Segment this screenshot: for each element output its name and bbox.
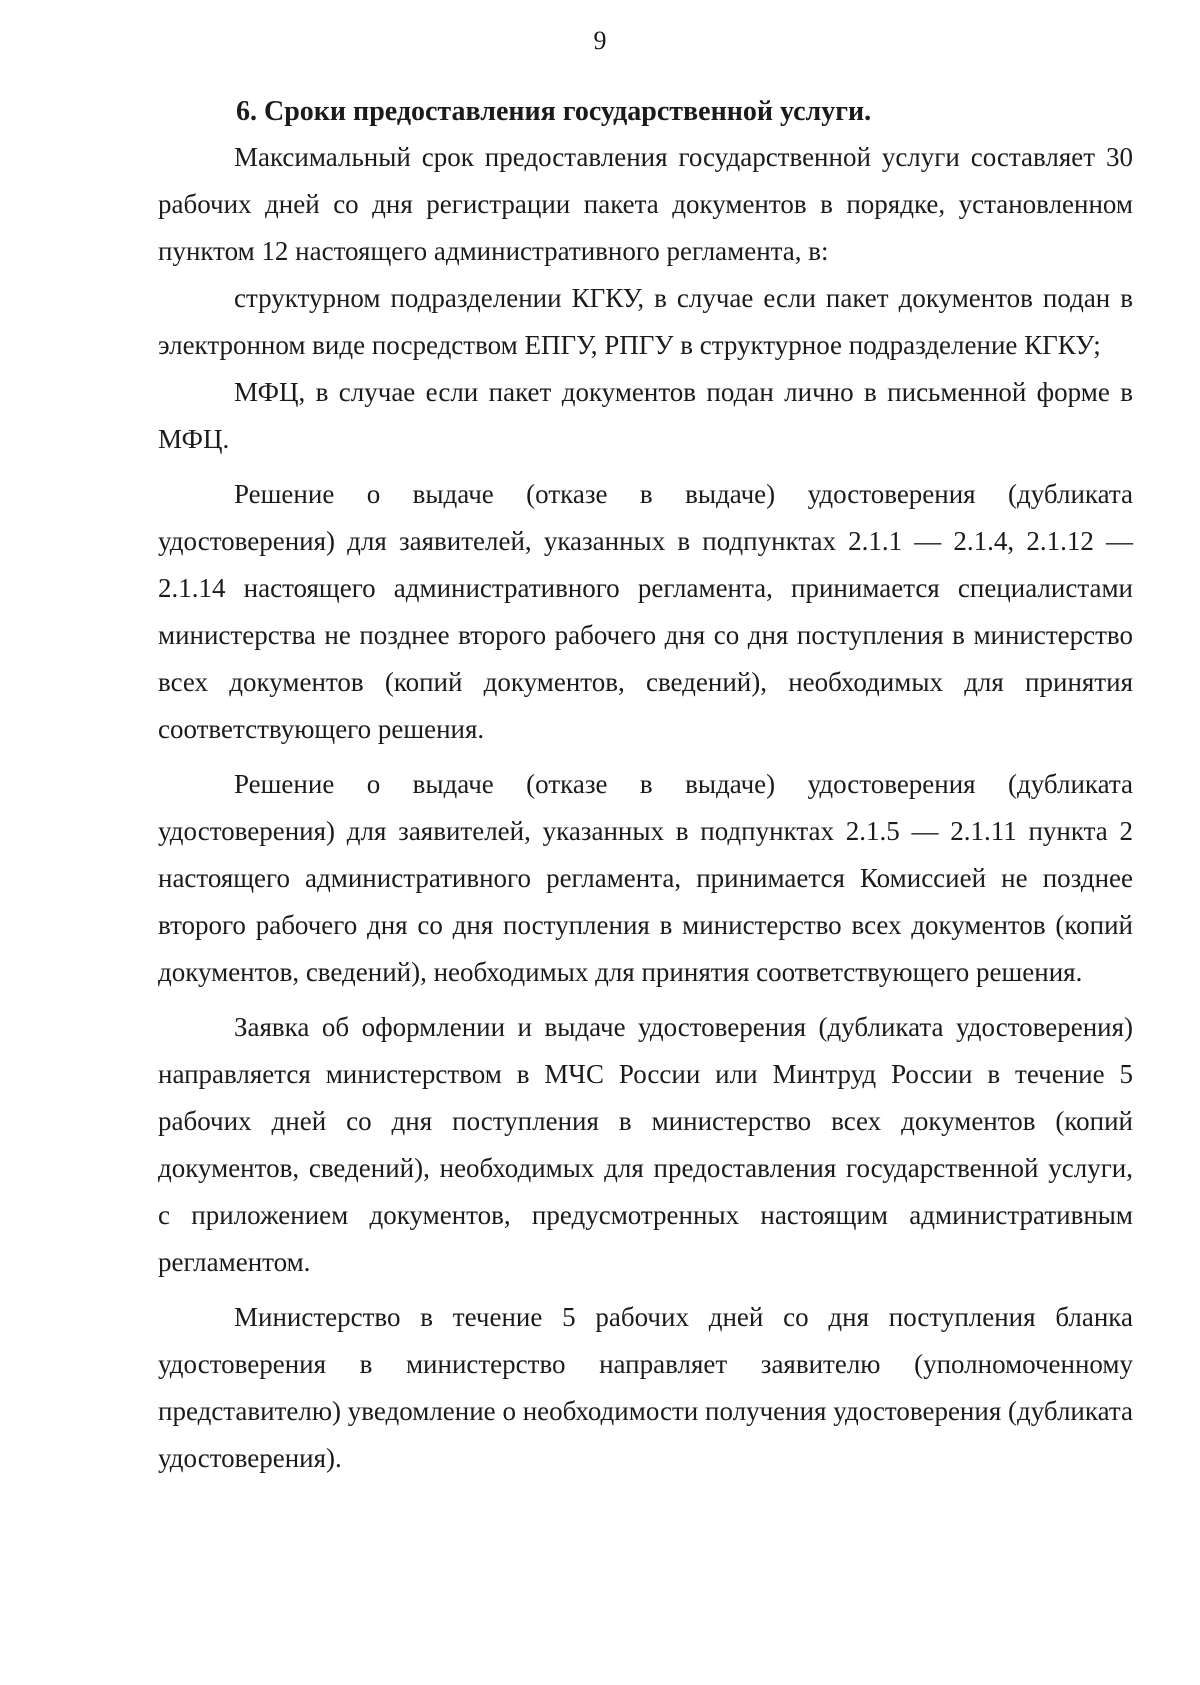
paragraph-structural-unit: структурном подразделении КГКУ, в случае если пакет документов подан в электронном виде посредством ЕПГУ, РПГУ в структурное подразделение КГКУ;: [158, 283, 1133, 360]
section-heading: 6. Сроки предоставления государственной услуги.: [236, 96, 872, 127]
document-body: [158, 90, 1133, 1490]
paragraph-decision-ministry: Решение о выдаче (отказе в выдаче) удостоверения (дубликата удостоверения) для заявителей, указанных в подпунктах 2.1.1 — 2.1.4, 2.1.12 — 2.1.14 настоящего административного регламента, принимается специалистами министерства не позднее второго рабочего дня со дня поступления в министерство всех документов (копий документов, сведений), необходимых для принятия соответствующего решения.: [158, 479, 1133, 744]
paragraph-max-term: Максимальный срок предоставления государственной услуги составляет 30 рабочих дней со дня регистрации пакета документов в порядке, установленном пунктом 12 настоящего административного регламента, в:: [158, 142, 1133, 266]
paragraph-notification: Министерство в течение 5 рабочих дней со дня поступления бланка удостоверения в министерство направляет заявителю (уполномоченному представителю) уведомление о необходимости получения удостоверения (дубликата удостоверения).: [158, 1302, 1133, 1473]
paragraph-mfc: МФЦ, в случае если пакет документов подан лично в письменной форме в МФЦ.: [158, 377, 1133, 454]
paragraph-application: Заявка об оформлении и выдаче удостоверения (дубликата удостоверения) направляется министерством в МЧС России или Минтруд России в течение 5 рабочих дней со дня поступления в министерство всех документов (копий документов, сведений), необходимых для предоставления государственной услуги, с приложением документов, предусмотренных настоящим административным регламентом.: [158, 1012, 1133, 1277]
page-number: 9: [593, 26, 607, 55]
paragraph-decision-commission: Решение о выдаче (отказе в выдаче) удостоверения (дубликата удостоверения) для заявителей, указанных в подпунктах 2.1.5 — 2.1.11 пункта 2 настоящего административного регламента, принимается Комиссией не позднее второго рабочего дня со дня поступления в министерство всех документов (копий документов, сведений), необходимых для принятия соответствующего решения.: [158, 769, 1133, 987]
